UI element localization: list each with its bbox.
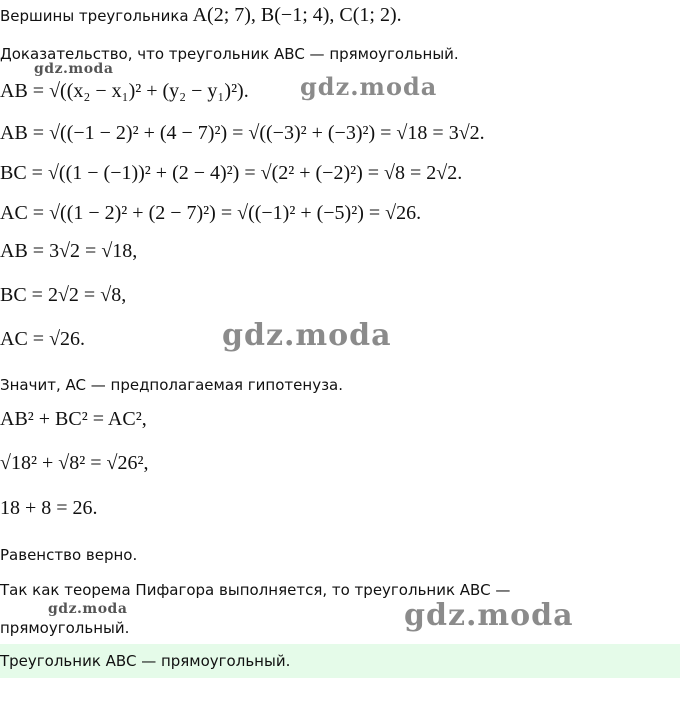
- answer-box: [0, 644, 680, 678]
- watermark-top: gdz.moda: [300, 72, 438, 101]
- ab-calculation: AB = √((−1 − 2)² + (4 − 7)²) = √((−3)² + (−3)²) = √18 = 3√2.: [0, 122, 485, 144]
- answer-text: Треугольник ABC — прямоугольный.: [0, 652, 291, 670]
- bc-calculation: BC = √((1 − (−1))² + (2 − 4)²) = √(2² + (−2)²) = √8 = 2√2.: [0, 162, 463, 184]
- conclusion-line-2: прямоугольный.: [0, 619, 130, 637]
- watermark-small-top: gdz.moda: [34, 61, 114, 77]
- hypotenuse-note: Значит, AC — предполагаемая гипотенуза.: [0, 376, 344, 394]
- bc-result: BC = 2√2 = √8,: [0, 284, 127, 306]
- vertices-line: [0, 4, 402, 27]
- watermark-small-bottom: gdz.moda: [48, 601, 128, 617]
- ab-result: AB = 3√2 = √18,: [0, 240, 138, 262]
- ac-result: AC = √26.: [0, 328, 86, 350]
- pythagoras-equation: AB² + BC² = AC²,: [0, 408, 147, 430]
- watermark-bottom: gdz.moda: [404, 598, 574, 633]
- conclusion-line-1: Так как теорема Пифагора выполняется, то треугольник ABC —: [0, 581, 511, 599]
- substituted-equation: √18² + √8² = √26²,: [0, 452, 149, 474]
- proof-heading: Доказательство, что треугольник ABC — прямоугольный.: [0, 45, 459, 63]
- watermark-middle: gdz.moda: [222, 318, 392, 353]
- vertices-label: Вершины треугольника: [0, 7, 189, 25]
- equality-true: Равенство верно.: [0, 546, 138, 564]
- ac-calculation: AC = √((1 − 2)² + (2 − 7)²) = √((−1)² + (−5)²) = √26.: [0, 202, 422, 224]
- vertices-math: A(2; 7), B(−1; 4), C(1; 2).: [192, 4, 402, 26]
- distance-formula: AB = √((x₂ − x₁)² + (y₂ − y₁)²).: [0, 80, 249, 102]
- sum-equation: 18 + 8 = 26.: [0, 497, 98, 519]
